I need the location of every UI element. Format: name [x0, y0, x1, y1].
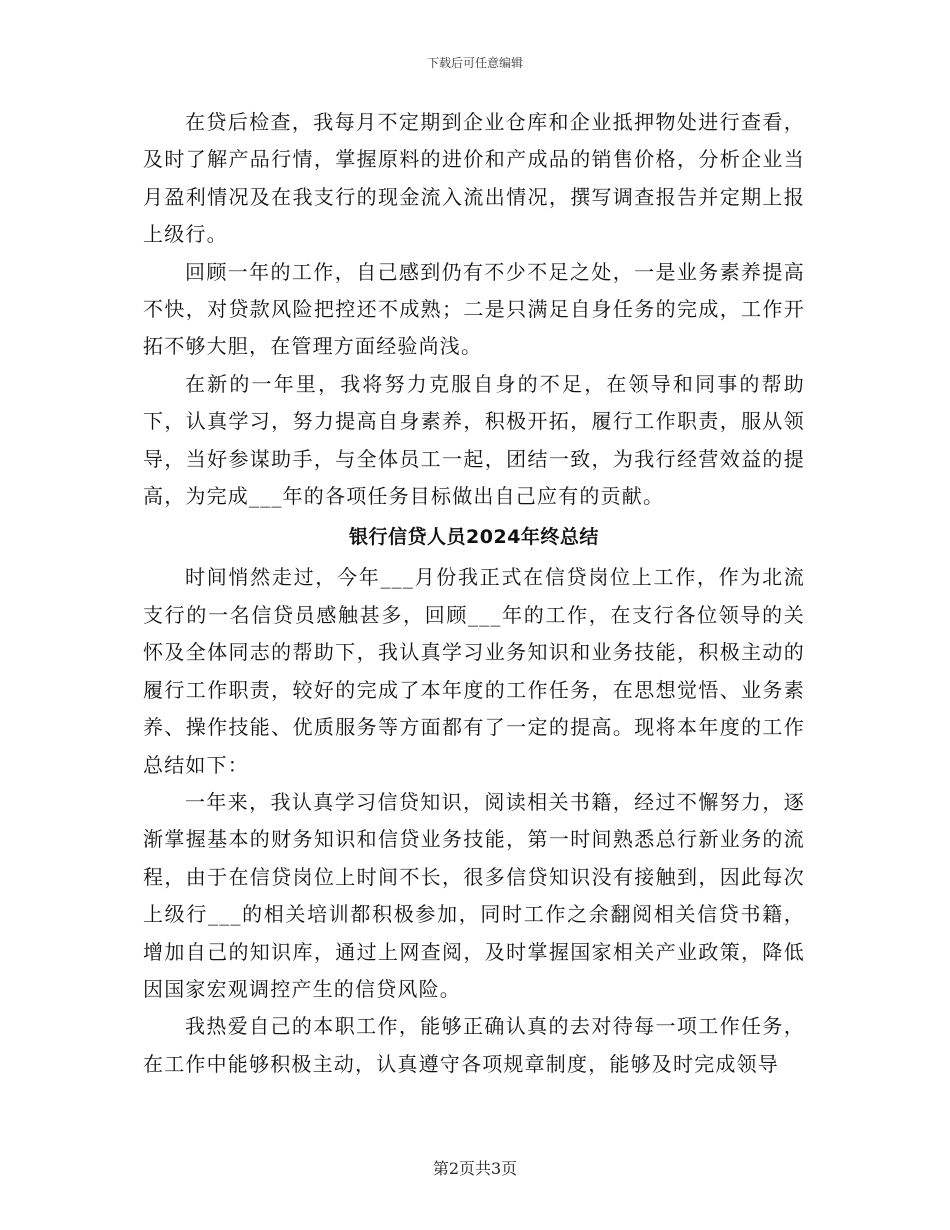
paragraph-review-shortcomings: 回顾一年的工作，自己感到仍有不少不足之处，一是业务素养提高不快，对贷款风险把控还不成熟；二是只满足自身任务的完成，工作开拓不够大胆，在管理方面经验尚浅。	[143, 259, 805, 359]
paragraph-work-attitude: 我热爱自己的本职工作，能够正确认真的去对待每一项工作任务，在工作中能够积极主动，认真遵守各项规章制度，能够及时完成领导	[143, 1014, 805, 1076]
page-number: 第2页共3页	[432, 1159, 518, 1178]
paragraph-intro: 时间悄然走过，今年___月份我正式在信贷岗位上工作，作为北流支行的一名信贷员感触甚多，回顾___年的工作，在支行各位领导的关怀及全体同志的帮助下，我认真学习业务知识和业务技能，积极主动的履行工作职责，较好的完成了本年度的工作任务，在思想觉悟、业务素养、操作技能、优质服务等方面都有了一定的提高。现将本年度的工作总结如下：	[143, 565, 805, 777]
section-title: 银行信贷人员2024年终总结	[349, 526, 599, 549]
page-header-note: 下载后可任意编辑	[426, 56, 523, 70]
paragraph-new-year-plan: 在新的一年里，我将努力克服自身的不足，在领导和同事的帮助下，认真学习，努力提高自身素养，积极开拓，履行工作职责，服从领导，当好参谋助手，与全体员工一起，团结一致，为我行经营效益的提高，为完成___年的各项任务目标做出自己应有的贡献。	[143, 371, 805, 509]
document-body	[143, 104, 805, 1083]
paragraph-learning: 一年来，我认真学习信贷知识，阅读相关书籍，经过不懈努力，逐渐掌握基本的财务知识和信贷业务技能，第一时间熟悉总行新业务的流程，由于在信贷岗位上时间不长，很多信贷知识没有接触到，因此每次上级行___的相关培训都积极参加，同时工作之余翻阅相关信贷书籍，增加自己的知识库，通过上网查阅，及时掌握国家相关产业政策，降低因国家宏观调控产生的信贷风险。	[143, 789, 805, 1001]
paragraph-post-loan-check: 在贷后检查，我每月不定期到企业仓库和企业抵押物处进行查看，及时了解产品行情，掌握原料的进价和产成品的销售价格，分析企业当月盈利情况及在我支行的现金流入流出情况，撰写调查报告并定期上报上级行。	[143, 110, 805, 247]
